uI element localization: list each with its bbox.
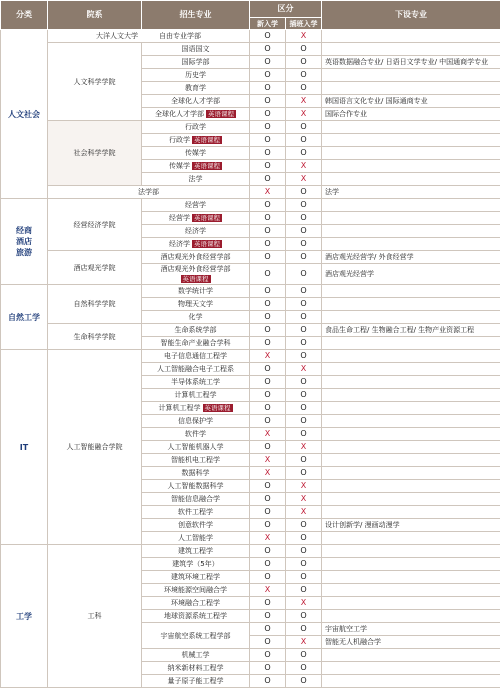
major-label: 人工智能数据科学: [168, 482, 224, 490]
transfer-mark: O: [286, 558, 322, 571]
major-name: [142, 558, 250, 571]
sub-majors: [322, 82, 500, 95]
category-it: IT: [1, 350, 48, 545]
major-label: 数据科学: [182, 469, 210, 477]
major-name: [142, 285, 250, 298]
transfer-mark: O: [286, 147, 322, 160]
freshman-mark: O: [250, 376, 286, 389]
sub-majors: [322, 121, 500, 134]
freshman-mark: O: [250, 597, 286, 610]
transfer-mark: O: [286, 82, 322, 95]
freshman-mark: O: [250, 311, 286, 324]
major-label: 半导体系统工学: [171, 378, 220, 386]
sub-majors: [322, 584, 500, 597]
category-business: [1, 199, 48, 285]
major-label: 全球化人才学部: [155, 110, 204, 118]
transfer-mark: O: [286, 238, 322, 251]
table-row: [1, 43, 500, 56]
transfer-mark: O: [286, 519, 322, 532]
english-course-badge: 英语课程: [181, 275, 211, 283]
sub-majors: [322, 212, 500, 225]
transfer-mark: O: [286, 199, 322, 212]
english-course-badge: 英语课程: [203, 404, 233, 412]
transfer-mark: O: [286, 402, 322, 415]
sub-majors: [322, 363, 500, 376]
major-label: 环境能源空间融合学: [164, 586, 227, 594]
major-name: [142, 402, 250, 415]
sub-majors: [322, 571, 500, 584]
major-name: [142, 350, 250, 363]
freshman-mark: O: [250, 285, 286, 298]
table-row: [1, 186, 500, 199]
major-label: 计算机工程学: [159, 404, 201, 412]
transfer-mark: X: [286, 441, 322, 454]
freshman-mark: O: [250, 571, 286, 584]
major-label: 软件学: [185, 430, 206, 438]
major-name: [142, 532, 250, 545]
freshman-mark: O: [250, 298, 286, 311]
major-label: 智能机电工程学: [171, 456, 220, 464]
college-life: 生命科学学院: [48, 324, 142, 350]
major-label: 国际学部: [182, 58, 210, 66]
freshman-mark: O: [250, 506, 286, 519]
major-label: 建筑学（5年）: [172, 560, 218, 568]
category-engineering: 工学: [1, 545, 48, 688]
major-name: [142, 480, 250, 493]
header-transfer: 插班入学: [286, 18, 322, 30]
major-label: 经济学: [169, 240, 190, 248]
college-daeyang: 大洋人文大学 自由专业学部: [48, 30, 250, 43]
freshman-mark: O: [250, 134, 286, 147]
freshman-mark: O: [250, 649, 286, 662]
major-label: 化学: [189, 313, 203, 321]
transfer-mark: O: [286, 121, 322, 134]
freshman-mark: O: [250, 623, 286, 636]
freshman-mark: O: [250, 337, 286, 350]
sub-majors: [322, 147, 500, 160]
major-name: [142, 337, 250, 350]
table-row: [1, 30, 500, 43]
major-label: 量子原子能工程学: [168, 677, 224, 685]
freshman-mark: O: [250, 402, 286, 415]
major-label: 智能信息融合学: [171, 495, 220, 503]
category-humanities: 人文社会: [1, 30, 48, 199]
college-business: 经营经济学院: [48, 199, 142, 251]
major-label: 行政学: [169, 136, 190, 144]
sub-majors: [322, 493, 500, 506]
freshman-mark: O: [250, 441, 286, 454]
freshman-mark: O: [250, 324, 286, 337]
freshman-mark: X: [250, 467, 286, 480]
transfer-mark: O: [286, 675, 322, 688]
major-label: 经营学: [185, 201, 206, 209]
sub-majors: [322, 311, 500, 324]
transfer-mark: X: [286, 506, 322, 519]
major-label: 经济学: [185, 227, 206, 235]
freshman-mark: O: [250, 415, 286, 428]
major-label: 酒店观光外食经营学部: [161, 253, 231, 261]
transfer-mark: O: [286, 623, 322, 636]
major-label: 数学统计学: [178, 287, 213, 295]
transfer-mark: O: [286, 467, 322, 480]
major-label: 人工智能学: [178, 534, 213, 542]
sub-majors: [322, 402, 500, 415]
sub-majors: [322, 350, 500, 363]
major-label: 法学: [189, 175, 203, 183]
transfer-mark: O: [286, 415, 322, 428]
transfer-mark: O: [286, 350, 322, 363]
major-name: [142, 584, 250, 597]
college-hotel: 酒店观光学院: [48, 251, 142, 285]
transfer-mark: O: [286, 376, 322, 389]
sub-majors: [322, 675, 500, 688]
major-label: 信息保护学: [178, 417, 213, 425]
transfer-mark: O: [286, 186, 322, 199]
major-name: [142, 363, 250, 376]
transfer-mark: X: [286, 480, 322, 493]
sub-majors: [322, 597, 500, 610]
major-name: [142, 238, 250, 251]
major-name: [142, 506, 250, 519]
major-label: 教育学: [185, 84, 206, 92]
transfer-mark: O: [286, 264, 322, 285]
major-label: 宇宙航空系统工程学部: [161, 632, 231, 640]
freshman-mark: X: [250, 532, 286, 545]
freshman-mark: O: [250, 545, 286, 558]
transfer-mark: O: [286, 545, 322, 558]
college-social: 社会科学学院: [48, 121, 142, 186]
major-name: [142, 571, 250, 584]
sub-majors: [322, 662, 500, 675]
category-business-line: 经商 酒店 旅游: [16, 226, 32, 257]
sub-majors: 食品生命工程/ 生物融合工程/ 生物产业资源工程: [322, 324, 500, 337]
table-row: [1, 121, 500, 134]
major-name: [142, 376, 250, 389]
major-name: [142, 212, 250, 225]
transfer-mark: O: [286, 298, 322, 311]
freshman-mark: X: [250, 584, 286, 597]
transfer-mark: O: [286, 532, 322, 545]
freshman-mark: X: [250, 350, 286, 363]
english-course-badge: 英语课程: [192, 240, 222, 248]
table-row: [1, 285, 500, 298]
college-law: 法学部: [48, 186, 250, 199]
transfer-mark: X: [286, 95, 322, 108]
freshman-mark: O: [250, 173, 286, 186]
college-engineering: 工科: [48, 545, 142, 688]
major-label: 生命系统学部: [175, 326, 217, 334]
major-name: [142, 467, 250, 480]
major-label: 建筑工程学: [178, 547, 213, 555]
major-label: 全球化人才学部: [171, 97, 220, 105]
table-row: [1, 350, 500, 363]
transfer-mark: O: [286, 584, 322, 597]
freshman-mark: O: [250, 251, 286, 264]
header-major: 招生专业: [142, 1, 250, 30]
freshman-mark: O: [250, 636, 286, 649]
table-row: [1, 545, 500, 558]
freshman-mark: O: [250, 264, 286, 285]
major-label: 行政学: [185, 123, 206, 131]
header-college: 院系: [48, 1, 142, 30]
major-label: 经营学: [169, 214, 190, 222]
sub-majors: 韩国语言文化专业/ 国际通商专业: [322, 95, 500, 108]
major-label: 纳米新材料工程学: [168, 664, 224, 672]
transfer-mark: X: [286, 597, 322, 610]
major-name: [142, 251, 250, 264]
header-division: 区分: [250, 1, 322, 18]
freshman-mark: O: [250, 610, 286, 623]
major-label: 建筑环境工程学: [171, 573, 220, 581]
major-name: [142, 441, 250, 454]
freshman-mark: O: [250, 95, 286, 108]
freshman-mark: O: [250, 389, 286, 402]
header-sub-majors: 下设专业: [322, 1, 500, 30]
sub-majors: [322, 506, 500, 519]
major-name: [142, 623, 250, 649]
transfer-mark: X: [286, 30, 322, 43]
transfer-mark: O: [286, 134, 322, 147]
sub-majors: 智能无人机融合学: [322, 636, 500, 649]
header-category: 分类: [1, 1, 48, 30]
transfer-mark: O: [286, 56, 322, 69]
major-label: 酒店观光外食经营学部: [144, 264, 247, 274]
sub-majors: [322, 389, 500, 402]
transfer-mark: O: [286, 212, 322, 225]
sub-majors: [322, 428, 500, 441]
major-name: [142, 82, 250, 95]
freshman-mark: O: [250, 212, 286, 225]
sub-majors: [322, 69, 500, 82]
sub-majors: 国际合作专业: [322, 108, 500, 121]
category-science: 自然工学: [1, 285, 48, 350]
major-name: [142, 675, 250, 688]
transfer-mark: O: [286, 454, 322, 467]
major-name: [142, 597, 250, 610]
sub-majors: [322, 173, 500, 186]
transfer-mark: O: [286, 428, 322, 441]
sub-majors: [322, 30, 500, 43]
sub-majors: [322, 558, 500, 571]
major-label: 软件工程学: [178, 508, 213, 516]
sub-majors: [322, 649, 500, 662]
major-name: [142, 311, 250, 324]
freshman-mark: O: [250, 558, 286, 571]
freshman-mark: O: [250, 493, 286, 506]
freshman-mark: O: [250, 363, 286, 376]
major-name: [142, 493, 250, 506]
major-name: [142, 95, 250, 108]
sub-majors: 设计创新学/ 漫画动漫学: [322, 519, 500, 532]
transfer-mark: X: [286, 493, 322, 506]
freshman-mark: O: [250, 238, 286, 251]
english-course-badge: 英语课程: [192, 162, 222, 170]
transfer-mark: O: [286, 610, 322, 623]
sub-majors: 宇宙航空工学: [322, 623, 500, 636]
sub-majors: [322, 532, 500, 545]
major-name: [142, 43, 250, 56]
major-name: [142, 160, 250, 173]
freshman-mark: O: [250, 121, 286, 134]
major-name: [142, 415, 250, 428]
major-name: [142, 298, 250, 311]
major-name: [142, 69, 250, 82]
major-name: [142, 121, 250, 134]
freshman-mark: O: [250, 43, 286, 56]
freshman-mark: O: [250, 30, 286, 43]
major-name: [142, 662, 250, 675]
transfer-mark: X: [286, 108, 322, 121]
major-name: [142, 225, 250, 238]
major-name: [142, 264, 250, 285]
freshman-mark: O: [250, 519, 286, 532]
freshman-mark: O: [250, 56, 286, 69]
major-name: [142, 56, 250, 69]
transfer-mark: O: [286, 311, 322, 324]
english-course-badge: 英语课程: [192, 136, 222, 144]
sub-majors: [322, 454, 500, 467]
sub-majors: [322, 480, 500, 493]
college-natural: 自然科学学院: [48, 285, 142, 324]
sub-majors: [322, 225, 500, 238]
transfer-mark: O: [286, 662, 322, 675]
freshman-mark: O: [250, 147, 286, 160]
college-humanities: 人文科学学院: [48, 43, 142, 121]
major-label: 环境融合工程学: [171, 599, 220, 607]
major-name: [142, 147, 250, 160]
major-label: 创意软件学: [178, 521, 213, 529]
sub-majors: [322, 610, 500, 623]
major-name: [142, 324, 250, 337]
sub-majors: [322, 545, 500, 558]
freshman-mark: O: [250, 160, 286, 173]
major-name: [142, 545, 250, 558]
transfer-mark: O: [286, 337, 322, 350]
major-name: [142, 428, 250, 441]
header-freshman: 新入学: [250, 18, 286, 30]
transfer-mark: O: [286, 389, 322, 402]
transfer-mark: O: [286, 324, 322, 337]
sub-majors: [322, 441, 500, 454]
sub-majors: [322, 43, 500, 56]
sub-majors: [322, 285, 500, 298]
english-course-badge: 英语课程: [206, 110, 236, 118]
sub-majors: [322, 337, 500, 350]
transfer-mark: O: [286, 571, 322, 584]
major-label: 国语国文: [182, 45, 210, 53]
college-ai: 人工智能融合学院: [48, 350, 142, 545]
freshman-mark: O: [250, 225, 286, 238]
major-label: 传媒学: [169, 162, 190, 170]
freshman-mark: O: [250, 82, 286, 95]
sub-majors: [322, 199, 500, 212]
major-name: [142, 649, 250, 662]
major-label: 历史学: [185, 71, 206, 79]
transfer-mark: X: [286, 363, 322, 376]
transfer-mark: O: [286, 69, 322, 82]
transfer-mark: X: [286, 636, 322, 649]
major-label: 地球资源系统工程学: [164, 612, 227, 620]
english-course-badge: 英语课程: [192, 214, 222, 222]
major-name: [142, 108, 250, 121]
table-row: [1, 251, 500, 264]
sub-majors: [322, 160, 500, 173]
freshman-mark: O: [250, 675, 286, 688]
major-name: [142, 173, 250, 186]
major-label: 物理天文学: [178, 300, 213, 308]
sub-majors: 英语数据融合专业/ 日语日文学专业/ 中国通商学专业: [322, 56, 500, 69]
major-label: 机械工学: [182, 651, 210, 659]
sub-majors: 酒店观光经营学: [322, 264, 500, 285]
table-row: [1, 199, 500, 212]
transfer-mark: O: [286, 43, 322, 56]
major-label: 计算机工程学: [175, 391, 217, 399]
transfer-mark: O: [286, 251, 322, 264]
sub-majors: 法学: [322, 186, 500, 199]
major-name: [142, 519, 250, 532]
sub-majors: [322, 415, 500, 428]
major-name: [142, 134, 250, 147]
major-name: [142, 454, 250, 467]
freshman-mark: O: [250, 480, 286, 493]
freshman-mark: X: [250, 428, 286, 441]
major-label: 人工智能融合电子工程系: [157, 365, 234, 373]
transfer-mark: X: [286, 160, 322, 173]
sub-majors: [322, 376, 500, 389]
major-label: 电子信息通信工程学: [164, 352, 227, 360]
freshman-mark: X: [250, 186, 286, 199]
major-name: [142, 610, 250, 623]
freshman-mark: O: [250, 662, 286, 675]
transfer-mark: X: [286, 173, 322, 186]
sub-majors: [322, 134, 500, 147]
sub-majors: [322, 467, 500, 480]
sub-majors: 酒店观光经营学/ 外食经营学: [322, 251, 500, 264]
sub-majors: [322, 238, 500, 251]
freshman-mark: O: [250, 108, 286, 121]
transfer-mark: O: [286, 649, 322, 662]
sub-majors: [322, 298, 500, 311]
major-label: 智能生命产业融合学科: [161, 339, 231, 347]
major-name: [142, 199, 250, 212]
transfer-mark: O: [286, 225, 322, 238]
freshman-mark: O: [250, 69, 286, 82]
major-label: 人工智能机器人学: [168, 443, 224, 451]
major-label: 传媒学: [185, 149, 206, 157]
major-name: [142, 389, 250, 402]
freshman-mark: O: [250, 199, 286, 212]
transfer-mark: O: [286, 285, 322, 298]
table-row: [1, 324, 500, 337]
freshman-mark: X: [250, 454, 286, 467]
